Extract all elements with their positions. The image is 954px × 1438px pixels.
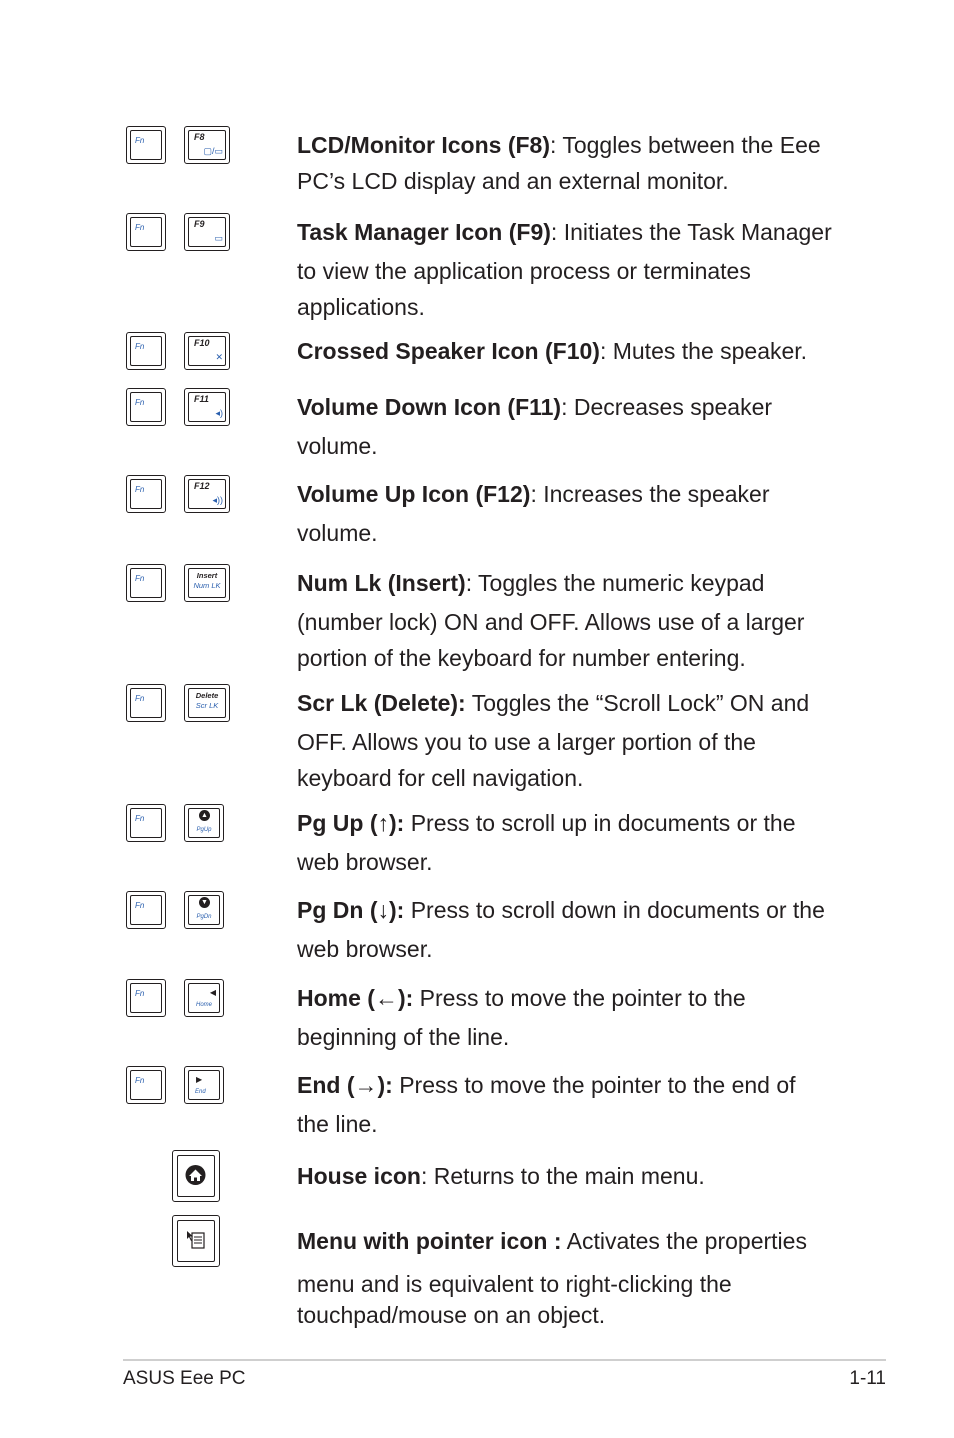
key-combo-end <box>125 1066 235 1110</box>
entry-text: Crossed Speaker Icon (F10): Mutes the speaker. <box>297 338 808 364</box>
entry-text: Scr Lk (Delete): Toggles the “Scroll Lock” ON and OFF. Allows you to use a larger portion of the keyboard for cell navigation. <box>297 690 810 791</box>
key-combo-f8 <box>125 126 235 170</box>
f10-key-icon: F10 ✕ <box>184 332 230 370</box>
fn-key-icon: Fn <box>126 126 166 164</box>
entry-text: Home (←): Press to move the pointer to the beginning of the line. <box>297 985 746 1050</box>
fn-key-icon: Fn <box>126 475 166 513</box>
menu-pointer-icon <box>173 1216 218 1265</box>
fn-key-icon: Fn <box>126 332 166 370</box>
delete-key-icon: Delete Scr LK <box>184 684 230 722</box>
pgup-key-icon: ▲ PgUp <box>184 804 224 842</box>
key-combo-f12 <box>125 475 235 519</box>
home-key-icon: ◀ Home <box>184 979 224 1017</box>
key-combo-f9 <box>125 213 235 257</box>
key-combo-pgdn <box>125 891 235 935</box>
end-key-icon: ▶ End <box>184 1066 224 1104</box>
pgdn-key-icon: ▼ PgDn <box>184 891 224 929</box>
key-combo-pgup <box>125 804 235 848</box>
footer-title: ASUS Eee PC <box>123 1368 246 1389</box>
entry-text: Pg Up (↑): Press to scroll up in documents or the web browser. <box>297 810 796 875</box>
fn-key-icon: Fn <box>126 213 166 251</box>
key-combo-insert <box>125 564 235 608</box>
menu-key-icon <box>172 1215 220 1267</box>
house-key-icon <box>172 1150 220 1202</box>
entry-text: Volume Down Icon (F11): Decreases speaker volume. <box>297 394 773 459</box>
fn-key-icon: Fn <box>126 804 166 842</box>
f11-key-icon: F11 ◂) <box>184 388 230 426</box>
f8-key-icon: F8 ▢/▭ <box>184 126 230 164</box>
insert-key-icon: Insert Num LK <box>184 564 230 602</box>
key-combo-f11 <box>125 388 235 432</box>
fn-key-icon: Fn <box>126 388 166 426</box>
page-number: 1-11 <box>849 1368 886 1389</box>
key-combo-delete <box>125 684 235 728</box>
entry-text: End (→): Press to move the pointer to the end of the line. <box>297 1072 796 1137</box>
key-combo-home <box>125 979 235 1023</box>
fn-key-icon: Fn <box>126 1066 166 1104</box>
fn-key-icon: Fn <box>126 684 166 722</box>
fn-key-icon: Fn <box>126 564 166 602</box>
f9-key-icon: F9 ▭ <box>184 213 230 251</box>
fn-key-icon: Fn <box>126 891 166 929</box>
fn-key-icon: Fn <box>126 979 166 1017</box>
entry-text: Num Lk (Insert): Toggles the numeric keypad (number lock) ON and OFF. Allows use of a larger portion of the keyboard for number entering. <box>297 570 805 671</box>
footer-divider <box>123 1359 886 1361</box>
entry-text: House icon: Returns to the main menu. <box>297 1163 705 1189</box>
entry-text: LCD/Monitor Icons (F8): Toggles between the Eee PC’s LCD display and an external monitor. <box>297 132 821 194</box>
key-combo-f10 <box>125 332 235 376</box>
entry-text: Task Manager Icon (F9): Initiates the Task Manager to view the application process or terminates applications. <box>297 219 832 320</box>
entry-text: Menu with pointer icon : Activates the properties menu and is equivalent to right-clicking the touchpad/mouse on an object. <box>297 1228 807 1328</box>
house-icon <box>173 1151 218 1200</box>
f12-key-icon: F12 ◂)) <box>184 475 230 513</box>
entry-text: Pg Dn (↓): Press to scroll down in documents or the web browser. <box>297 897 825 962</box>
entry-text: Volume Up Icon (F12): Increases the speaker volume. <box>297 481 770 546</box>
